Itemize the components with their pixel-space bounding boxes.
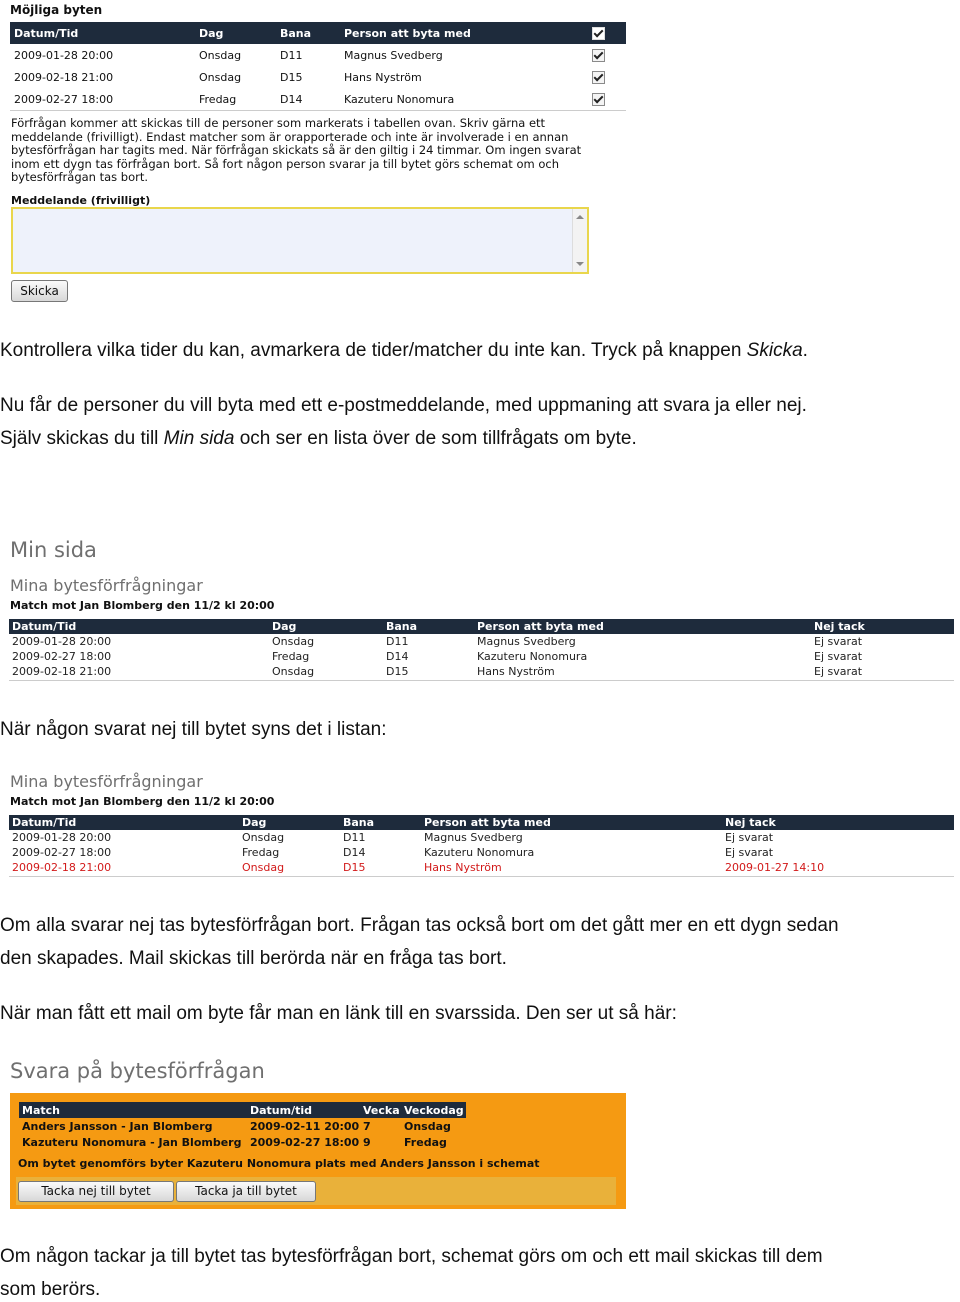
- cell-status: 2009-01-27 14:10: [722, 860, 954, 875]
- table-row: [10, 44, 626, 66]
- cell-datetime: 2009-02-18 21:00: [9, 860, 239, 875]
- col-header-weekday: Veckodag: [401, 1102, 466, 1118]
- message-textarea[interactable]: [11, 207, 589, 274]
- cell-datetime: 2009-02-27 18:00: [9, 845, 239, 860]
- cell-day: Onsdag: [269, 634, 383, 649]
- table-row: [9, 634, 954, 649]
- col-header-person: Person att byta med: [340, 22, 588, 44]
- send-button[interactable]: Skicka: [11, 280, 68, 302]
- table-header-row: [9, 815, 954, 830]
- subtitle-mina-bytesforfragningar: Mina bytesförfrågningar: [10, 576, 203, 595]
- cell-court: D15: [340, 860, 421, 875]
- prose-line: Kontrollera vilka tider du kan, avmarkera de tider/matcher du inte kan. Tryck på knappen Skicka.: [0, 340, 808, 361]
- scroll-down-icon[interactable]: [576, 262, 584, 266]
- cell-datetime: 2009-02-18 21:00: [9, 664, 269, 679]
- requests-table-declined: [9, 815, 954, 875]
- col-header-person: Person att byta med: [421, 815, 722, 830]
- table-header-row: [9, 619, 954, 634]
- col-header-court: Bana: [340, 815, 421, 830]
- prose-line: Nu får de personer du vill byta med ett e-postmeddelande, med uppmaning att svara ja eller nej.: [0, 395, 807, 416]
- col-header-day: Dag: [269, 619, 383, 634]
- cell-day: Fredag: [269, 649, 383, 664]
- cell-court: D14: [340, 845, 421, 860]
- cell-court: D14: [276, 88, 340, 110]
- col-header-nej-tack: Nej tack: [722, 815, 954, 830]
- row-checkbox[interactable]: [592, 71, 605, 84]
- requests-table: [9, 619, 954, 679]
- cell-day: Fredag: [195, 88, 276, 110]
- col-header-day: Dag: [239, 815, 340, 830]
- cell-person: Hans Nyström: [474, 664, 811, 679]
- cell-match: Kazuteru Nonomura - Jan Blomberg: [22, 1135, 242, 1149]
- prose-line: Själv skickas du till Min sida och ser en lista över de som tillfrågats om byte.: [0, 428, 637, 449]
- table-bottom-rule: [9, 680, 954, 681]
- cell-person: Magnus Svedberg: [421, 830, 722, 845]
- prose-line: Om någon tackar ja till bytet tas bytesförfrågan bort, schemat görs om och ett mail skickas till dem: [0, 1246, 823, 1267]
- cell-court: D15: [276, 66, 340, 88]
- page-title-min-sida: Min sida: [10, 538, 97, 562]
- cell-datetime: 2009-02-27 18:00: [9, 649, 269, 664]
- cell-court: D11: [340, 830, 421, 845]
- table-header-row: [19, 1102, 466, 1118]
- info-line: Förfrågan kommer att skickas till de personer som markerats i tabellen ovan. Skriv gärna ett: [11, 116, 546, 130]
- cell-day: Onsdag: [195, 44, 276, 66]
- reply-match-table: [19, 1102, 466, 1150]
- cell-day: Onsdag: [239, 830, 340, 845]
- cell-person: Hans Nyström: [340, 66, 588, 88]
- info-line: bytesförfrågan har tagits med. När förfrågan skickats så är den giltig i 24 timmar. Om ingen svarat: [11, 143, 582, 157]
- message-label: Meddelande (frivilligt): [11, 194, 151, 207]
- cell-person: Magnus Svedberg: [474, 634, 811, 649]
- scroll-up-icon[interactable]: [576, 215, 584, 219]
- table-row: [9, 830, 954, 845]
- col-header-court: Bana: [276, 22, 340, 44]
- select-all-checkbox[interactable]: [592, 27, 605, 40]
- col-header-day: Dag: [195, 22, 276, 44]
- cell-day: Fredag: [239, 845, 340, 860]
- match-label: Match mot Jan Blomberg den 11/2 kl 20:00: [10, 599, 275, 612]
- cell-datetime: 2009-01-28 20:00: [9, 830, 239, 845]
- cell-datetime: 2009-02-27 18:00: [10, 88, 195, 110]
- prose-line: När man fått ett mail om byte får man en länk till en svarssida. Den ser ut så här:: [0, 1003, 677, 1024]
- cell-week: 7: [363, 1119, 371, 1133]
- prose-line: Om alla svarar nej tas bytesförfrågan bort. Frågan tas också bort om det gått mer en ett dygn sedan: [0, 915, 839, 936]
- reply-panel: [10, 1093, 626, 1209]
- cell-day: Onsdag: [239, 860, 340, 875]
- table-bottom-rule: [10, 110, 626, 111]
- table-row: [9, 845, 954, 860]
- table-bottom-rule: [9, 876, 954, 877]
- cell-week: 9: [363, 1135, 371, 1149]
- cell-status: Ej svarat: [811, 634, 954, 649]
- col-header-nej-tack: Nej tack: [811, 619, 954, 634]
- cell-weekday: Onsdag: [404, 1119, 451, 1133]
- emphasis-skicka: Skicka: [746, 340, 803, 361]
- col-header-week: Vecka: [360, 1102, 401, 1118]
- col-header-court: Bana: [383, 619, 474, 634]
- table-row: [19, 1118, 466, 1134]
- subtitle-mina-bytesforfragningar: Mina bytesförfrågningar: [10, 772, 203, 791]
- col-header-datetime: Datum/tid: [247, 1102, 360, 1118]
- table-row: [9, 664, 954, 679]
- cell-datetime: 2009-02-27 18:00: [250, 1135, 360, 1149]
- accept-swap-button[interactable]: Tacka ja till bytet: [176, 1181, 316, 1202]
- cell-court: D15: [383, 664, 474, 679]
- emphasis-min-sida: Min sida: [163, 428, 235, 449]
- cell-datetime: 2009-01-28 20:00: [10, 44, 195, 66]
- possible-swaps-table: [10, 22, 626, 110]
- row-checkbox[interactable]: [592, 49, 605, 62]
- cell-datetime: 2009-02-18 21:00: [10, 66, 195, 88]
- prose-line: som berörs.: [0, 1279, 101, 1300]
- col-header-person: Person att byta med: [474, 619, 811, 634]
- row-checkbox[interactable]: [592, 93, 605, 106]
- col-header-select: [588, 22, 626, 44]
- prose-line: När någon svarat nej till bytet syns det i listan:: [0, 719, 387, 740]
- match-label: Match mot Jan Blomberg den 11/2 kl 20:00: [10, 795, 275, 808]
- table-row-declined: [9, 860, 954, 875]
- col-header-datetime: Datum/Tid: [9, 815, 239, 830]
- table-header-row: [10, 22, 626, 44]
- button-row: [16, 1177, 616, 1205]
- page-title-svara: Svara på bytesförfrågan: [10, 1059, 265, 1083]
- cell-weekday: Fredag: [404, 1135, 447, 1149]
- cell-datetime: 2009-01-28 20:00: [9, 634, 269, 649]
- cell-person: Kazuteru Nonomura: [340, 88, 588, 110]
- table-row: [10, 88, 626, 110]
- textarea-scrollbar[interactable]: [572, 209, 587, 272]
- cell-person: Magnus Svedberg: [340, 44, 588, 66]
- table-row: [9, 649, 954, 664]
- info-text: [11, 117, 581, 185]
- decline-swap-button[interactable]: Tacka nej till bytet: [18, 1181, 174, 1202]
- cell-person: Kazuteru Nonomura: [474, 649, 811, 664]
- cell-person: Kazuteru Nonomura: [421, 845, 722, 860]
- cell-datetime: 2009-02-11 20:00: [250, 1119, 360, 1133]
- info-line: meddelande (frivilligt). Endast matcher som är orapporterade och inte är involverade i en annan: [11, 129, 569, 144]
- prose-line: den skapades. Mail skickas till berörda när en fråga tas bort.: [0, 948, 507, 969]
- cell-day: Onsdag: [269, 664, 383, 679]
- swap-note: Om bytet genomförs byter Kazuteru Nonomura plats med Anders Jansson i schemat: [18, 1157, 540, 1170]
- cell-court: D11: [276, 44, 340, 66]
- cell-status: Ej svarat: [811, 664, 954, 679]
- cell-court: D14: [383, 649, 474, 664]
- cell-court: D11: [383, 634, 474, 649]
- info-line: inom ett dygn tas förfrågan bort. Så fort någon person svarar ja till bytet görs schemat om och: [11, 156, 560, 171]
- cell-status: Ej svarat: [722, 830, 954, 845]
- info-line: bytesförfrågan tas bort.: [11, 170, 149, 184]
- table-row: [10, 66, 626, 88]
- cell-person: Hans Nyström: [421, 860, 722, 875]
- cell-day: Onsdag: [195, 66, 276, 88]
- section-title-mojliga-byten: Möjliga byten: [10, 3, 103, 17]
- cell-status: Ej svarat: [722, 845, 954, 860]
- col-header-match: Match: [19, 1102, 247, 1118]
- table-row: [19, 1134, 466, 1150]
- col-header-datetime: Datum/Tid: [9, 619, 269, 634]
- col-header-datetime: Datum/Tid: [10, 22, 195, 44]
- cell-match: Anders Jansson - Jan Blomberg: [22, 1119, 213, 1133]
- cell-status: Ej svarat: [811, 649, 954, 664]
